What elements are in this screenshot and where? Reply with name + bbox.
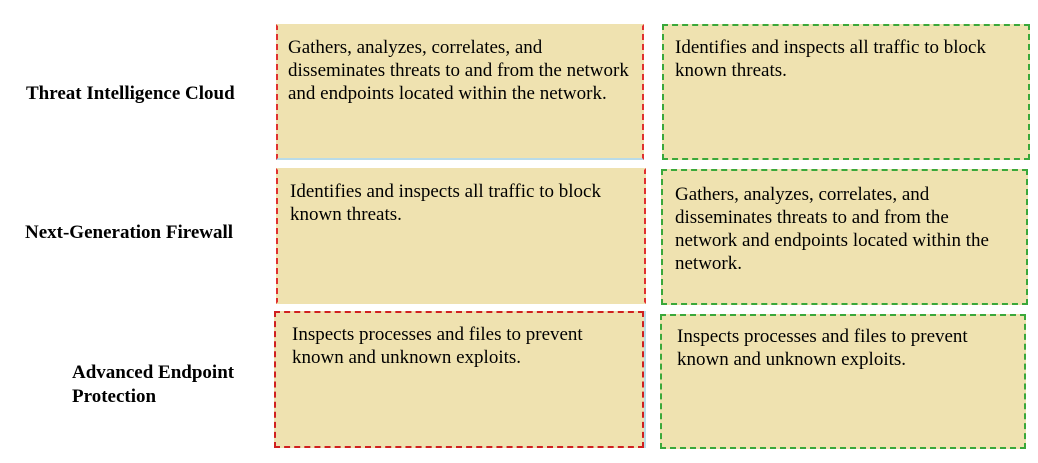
- answer-option-text: Inspects processes and files to prevent known and unknown exploits.: [677, 326, 968, 370]
- answer-option-1[interactable]: [662, 24, 1030, 160]
- answer-option-3[interactable]: [660, 314, 1026, 449]
- answer-option-2[interactable]: [661, 169, 1028, 305]
- row-label-advanced-endpoint-protection: Advanced Endpoint Protection: [72, 362, 235, 407]
- row-label-threat-intelligence-cloud: Threat Intelligence Cloud: [26, 83, 235, 104]
- answer-option-text: Gathers, analyzes, correlates, and disseminates threats to and from the network and endpoints located within the network.: [675, 184, 989, 274]
- answer-slot-text: Gathers, analyzes, correlates, and disseminates threats to and from the network and endpoints located within the network.: [288, 37, 629, 104]
- answer-option-text: Identifies and inspects all traffic to block known threats.: [675, 37, 986, 81]
- answer-slot-text: Identifies and inspects all traffic to block known threats.: [290, 181, 601, 225]
- answer-slot-1[interactable]: [276, 24, 644, 160]
- row-label-next-generation-firewall: Next-Generation Firewall: [25, 222, 234, 243]
- answer-slot-text: Inspects processes and files to prevent known and unknown exploits.: [292, 324, 583, 368]
- answer-slot-3[interactable]: [274, 311, 644, 448]
- answer-slot-2[interactable]: [276, 168, 646, 304]
